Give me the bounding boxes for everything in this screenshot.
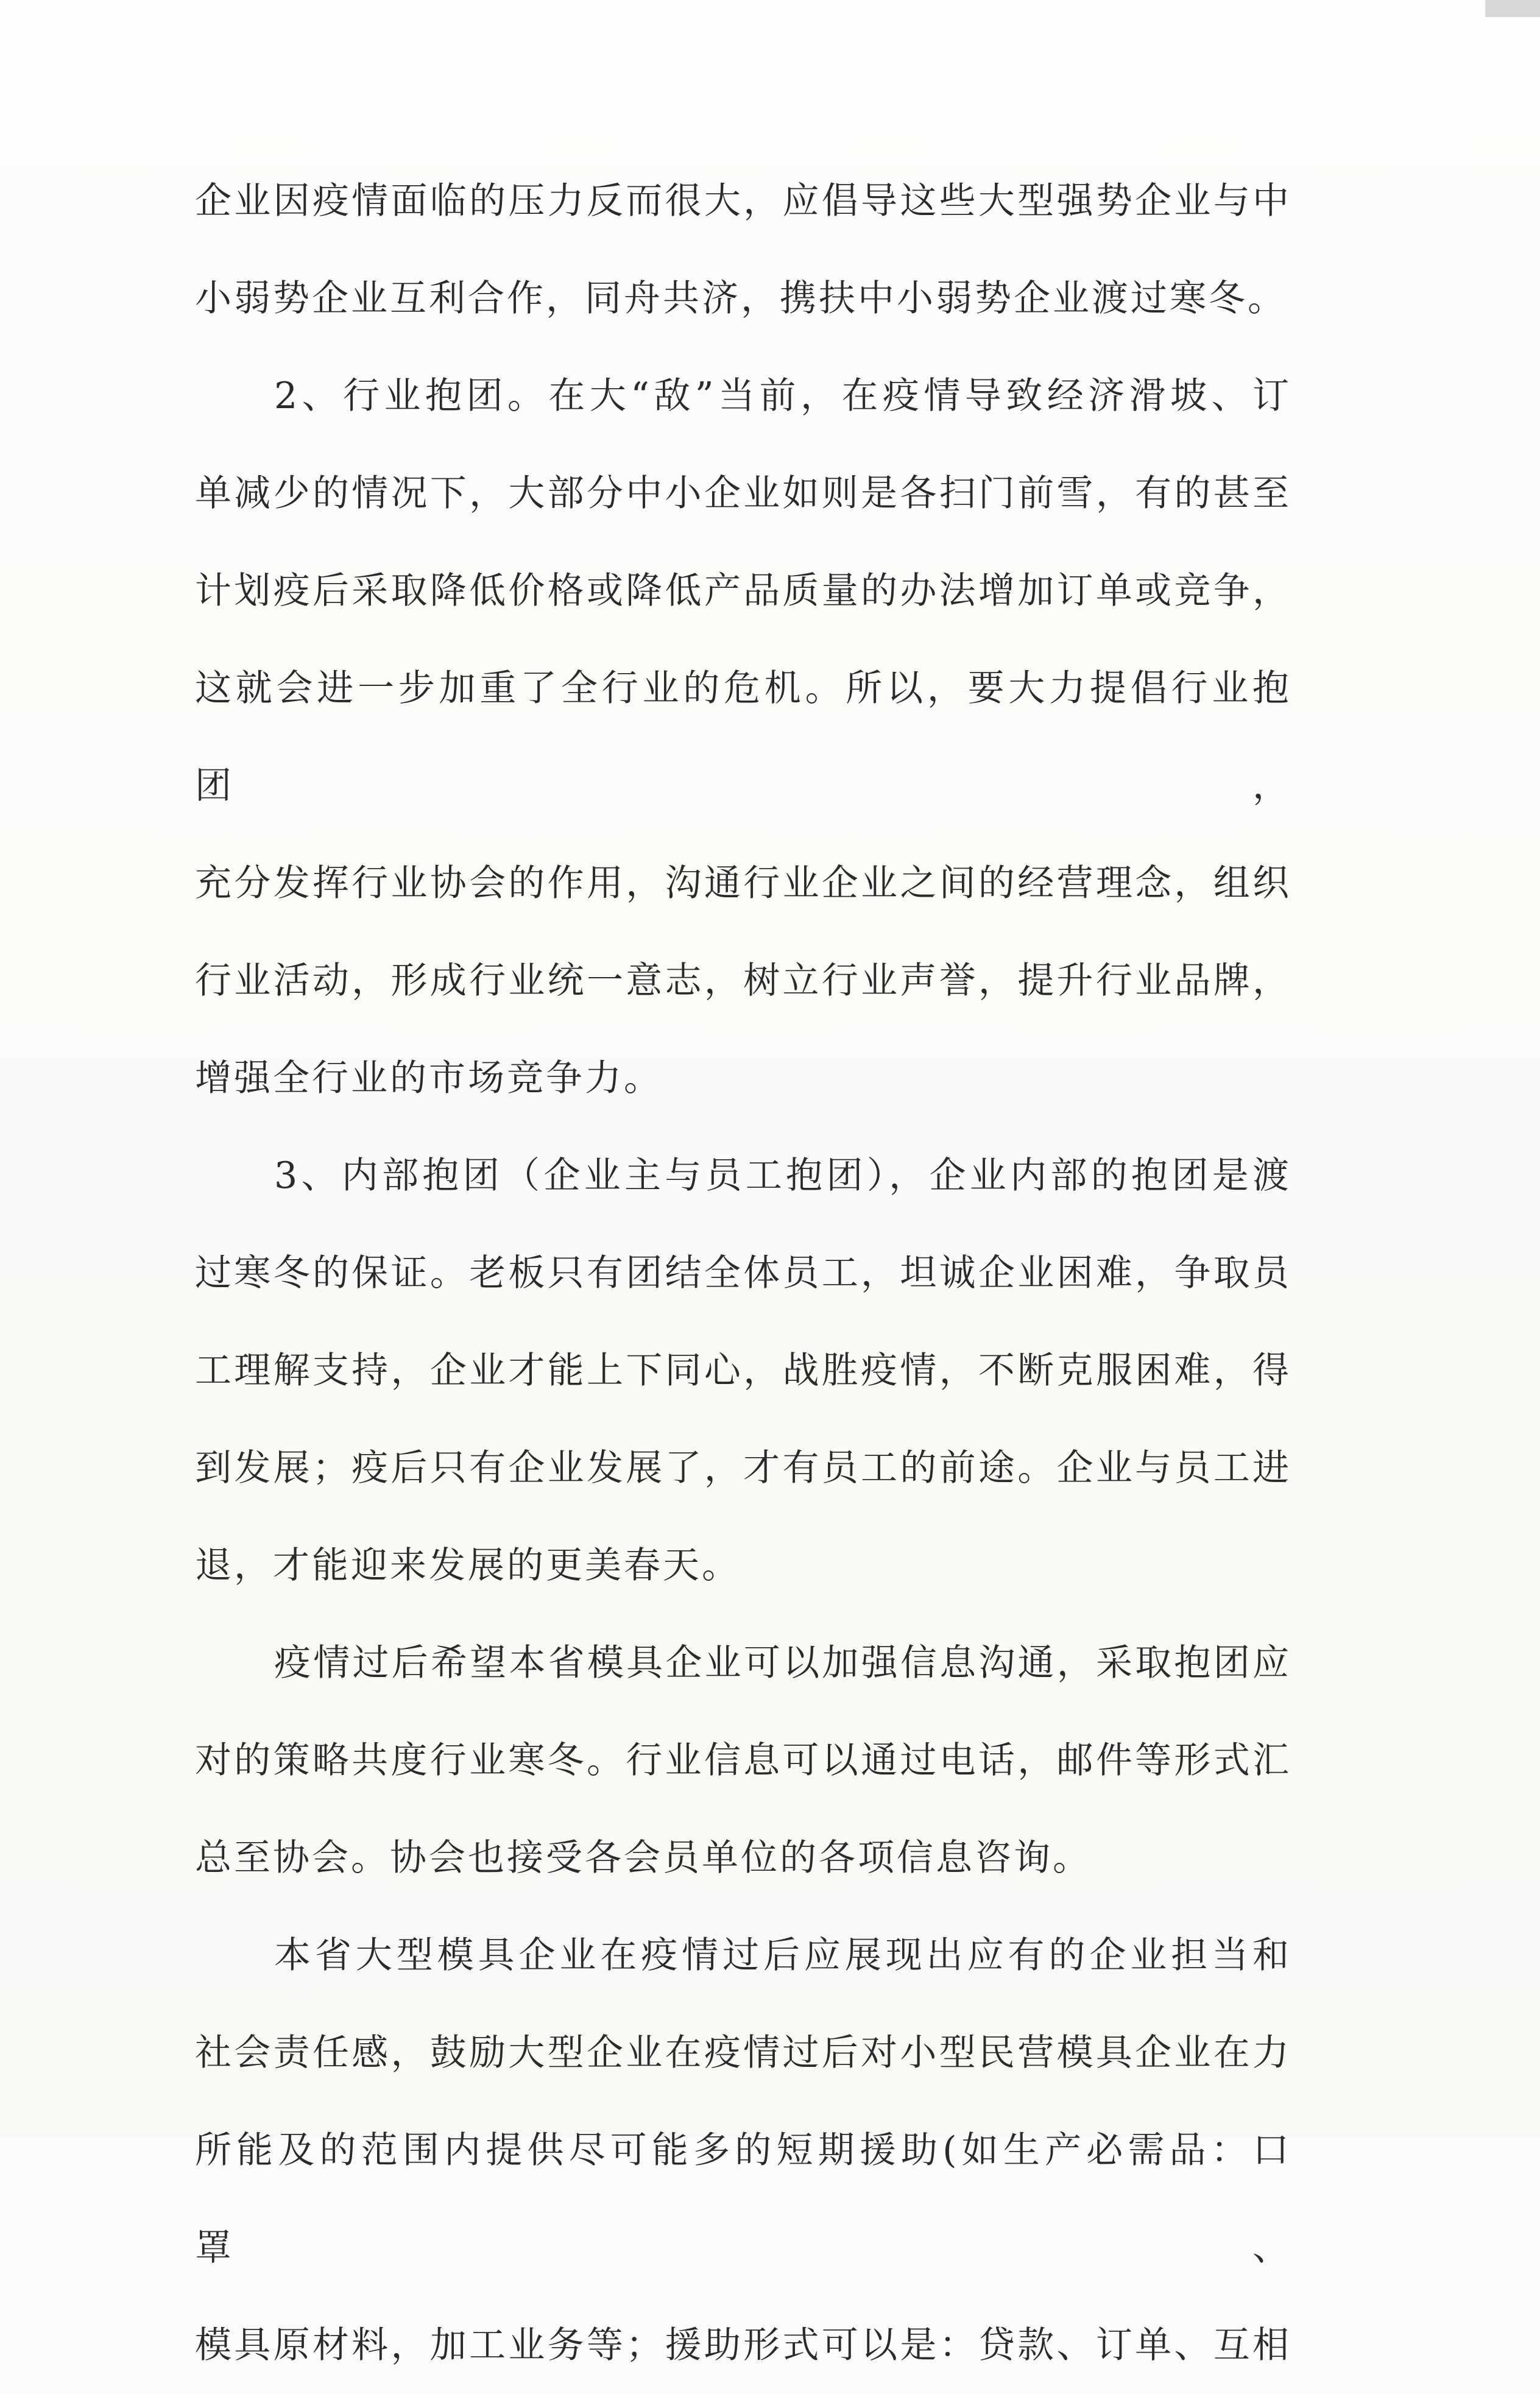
text-line: 企业因疫情面临的压力反而很大，应倡导这些大型强势企业与中 [195,180,1291,222]
text-line: 工理解支持，企业才能上下同心，战胜疫情，不断克服困难，得 [195,1349,1291,1392]
paragraph-1 [195,152,1291,347]
text-line: 总至协会。协会也接受各会员单位的各项信息咨询。 [195,1837,1092,1879]
text-line: 过寒冬的保证。老板只有团结全体员工，坦诚企业困难，争取员 [195,1252,1291,1294]
text-line: 计划疫后采取降低价格或降低产品质量的办法增加订单或竞争， [195,570,1291,612]
paragraph-4 [195,1614,1291,1907]
text-line: 2、行业抱团。在大“敌”当前，在疫情导致经济滑坡、订 [274,375,1291,417]
paragraph-2 [195,347,1291,1127]
text-line: 这就会进一步加重了全行业的危机。所以，要大力提倡行业抱团， [195,667,1291,807]
text-line: 所能及的范围内提供尽可能多的短期援助(如生产必需品：口罩、 [195,2129,1291,2269]
scan-edge-mark [1485,0,1540,17]
text-line: 本省大型模具企业在疫情过后应展现出应有的企业担当和 [274,1934,1291,1977]
text-line: 增强全行业的市场竞争力。 [195,1057,663,1100]
text-line: 行业活动，形成行业统一意志，树立行业声誉，提升行业品牌， [195,959,1291,1002]
paragraph-3 [195,1127,1291,1614]
paragraph-5 [195,1907,1291,2394]
text-line: 模具原材料，加工业务等；援助形式可以是：贷款、订单、互相 [195,2324,1291,2367]
document-body [195,152,1291,2394]
text-line: 到发展；疫后只有企业发展了，才有员工的前途。企业与员工进 [195,1447,1291,1489]
text-line: 社会责任感，鼓励大型企业在疫情过后对小型民营模具企业在力 [195,2032,1291,2074]
text-line: 退，才能迎来发展的更美春天。 [195,1544,741,1587]
text-line: 3、内部抱团（企业主与员工抱团），企业内部的抱团是渡 [274,1154,1291,1197]
text-line: 小弱势企业互利合作，同舟共济，携扶中小弱势企业渡过寒冬。 [195,277,1287,320]
text-line: 对的策略共度行业寒冬。行业信息可以通过电话，邮件等形式汇 [195,1739,1291,1782]
text-line: 单减少的情况下，大部分中小企业如则是各扫门前雪，有的甚至 [195,472,1291,515]
text-line: 疫情过后希望本省模具企业可以加强信息沟通，采取抱团应 [274,1642,1291,1684]
text-line: 充分发挥行业协会的作用，沟通行业企业之间的经营理念，组织 [195,862,1291,905]
